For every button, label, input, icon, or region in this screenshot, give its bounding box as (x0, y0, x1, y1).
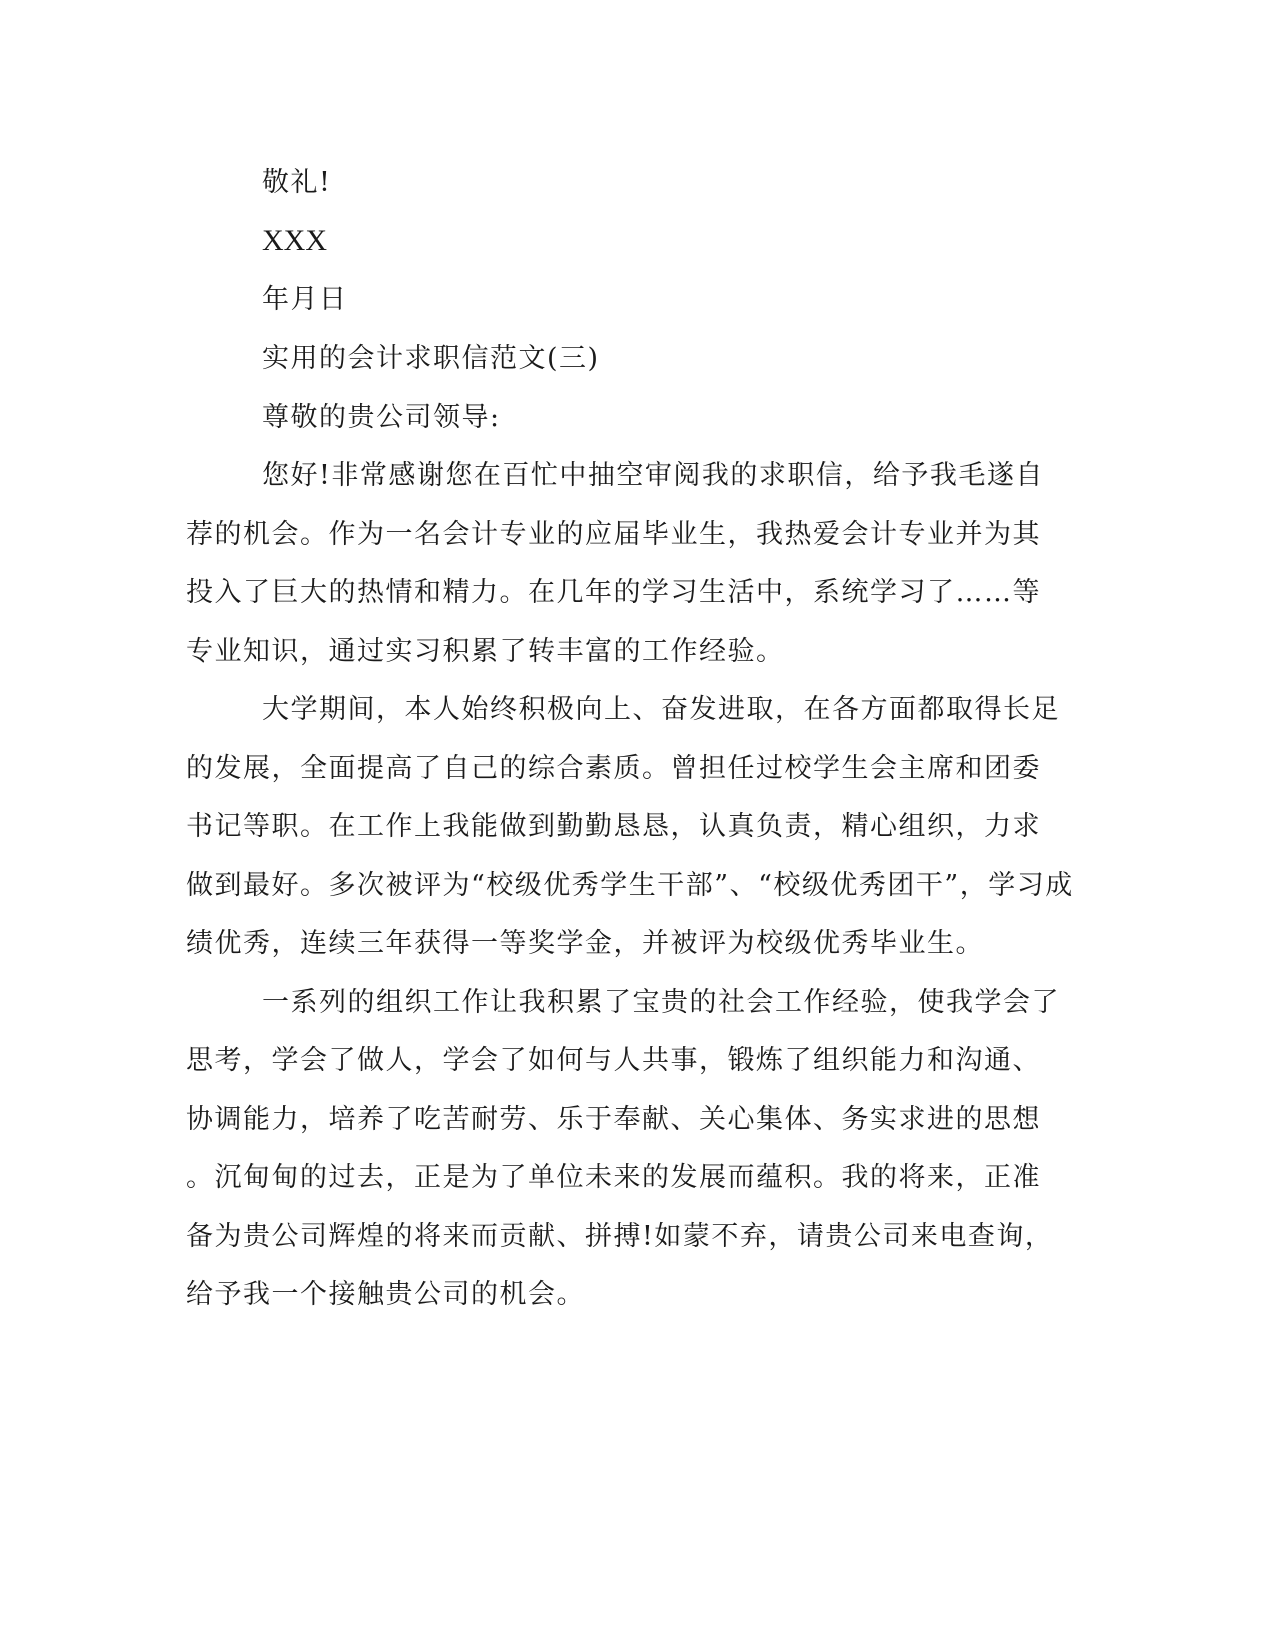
paragraph3-line: 思考，学会了做人，学会了如何与人共事，锻炼了组织能力和沟通、 (186, 1045, 1041, 1076)
paragraph2-line: 做到最好。多次被评为“校级优秀学生干部”、“校级优秀团干”，学习成 (186, 870, 1074, 901)
paragraph1-line: 您好!非常感谢您在百忙中抽空审阅我的求职信，给予我毛遂自 (262, 460, 1044, 491)
paragraph2-line: 书记等职。在工作上我能做到勤勤恳恳，认真负责，精心组织，力求 (186, 811, 1041, 842)
paragraph1-line: 荐的机会。作为一名会计专业的应届毕业生，我热爱会计专业并为其 (186, 519, 1041, 550)
paragraph3-line: 一系列的组织工作让我积累了宝贵的社会工作经验，使我学会了 (262, 987, 1060, 1018)
closing-salutation: 敬礼! (262, 167, 332, 198)
paragraph1-line: 投入了巨大的热情和精力。在几年的学习生活中，系统学习了……等 (186, 577, 1041, 608)
letter-greeting: 尊敬的贵公司领导: (262, 402, 501, 433)
paragraph3-line: 备为贵公司辉煌的将来而贡献、拼搏!如蒙不弃，请贵公司来电查询， (186, 1221, 1054, 1252)
paragraph2-line: 的发展，全面提高了自己的综合素质。曾担任过校学生会主席和团委 (186, 753, 1041, 784)
signature: XXX (262, 224, 327, 257)
paragraph3-line: 给予我一个接触贵公司的机会。 (186, 1279, 585, 1310)
paragraph2-line: 绩优秀，连续三年获得一等奖学金，并被评为校级优秀毕业生。 (186, 928, 984, 959)
paragraph3-line: 协调能力，培养了吃苦耐劳、乐于奉献、关心集体、务实求进的思想 (186, 1104, 1041, 1135)
letter-title: 实用的会计求职信范文(三) (262, 343, 600, 374)
paragraph1-line: 专业知识，通过实习积累了转丰富的工作经验。 (186, 636, 785, 667)
paragraph3-line: 。沉甸甸的过去，正是为了单位未来的发展而蕴积。我的将来，正准 (186, 1162, 1041, 1193)
date-line: 年月日 (262, 284, 348, 315)
paragraph2-line: 大学期间，本人始终积极向上、奋发进取，在各方面都取得长足 (262, 694, 1060, 725)
